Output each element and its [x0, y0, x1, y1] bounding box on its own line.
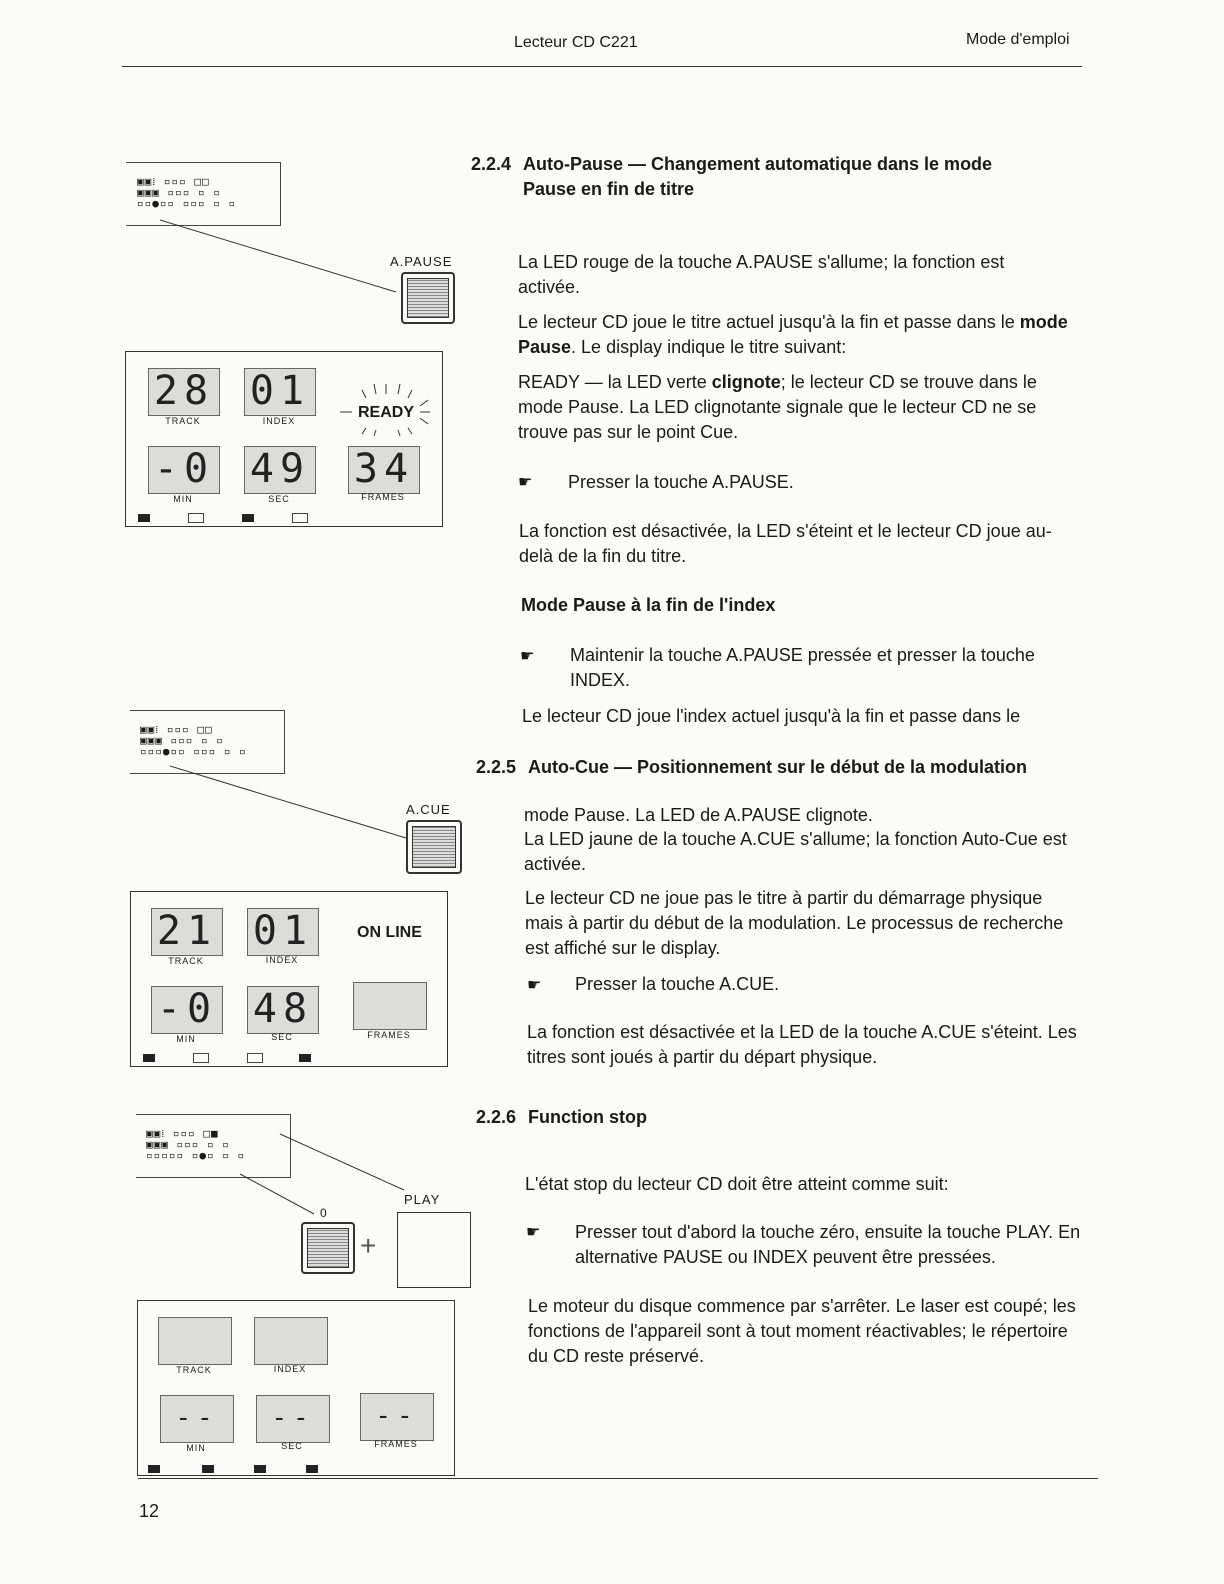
instruction: Presser la touche A.CUE. — [575, 974, 780, 994]
led-indicator — [306, 1465, 318, 1473]
index-display: 01 — [247, 908, 319, 956]
callout-line — [170, 764, 410, 844]
frames-display: -- — [360, 1393, 434, 1441]
frames-caption: FRAMES — [367, 1030, 411, 1040]
paragraph: Le lecteur CD joue l'index actuel jusqu'à la fin et passe dans le — [522, 706, 1021, 726]
paragraph: mode Pause. La LED de A.PAUSE clignote. — [524, 805, 873, 825]
led-indicator — [148, 1465, 160, 1473]
section-heading-2-2-6 — [476, 1105, 1076, 1130]
text-run: ; le lecteur CD se trouve dans le mode Pause. La LED clignotante signale que le lecteur CD ne se trouve pas sur le point Cue. — [518, 372, 1037, 442]
a-cue-key[interactable] — [406, 820, 462, 874]
track-caption: TRACK — [176, 1365, 212, 1375]
min-display: -0 — [148, 446, 220, 494]
display-panel — [125, 351, 443, 527]
paragraph — [518, 370, 1074, 445]
track-display: 21 — [151, 908, 223, 956]
frames-caption: FRAMES — [374, 1439, 418, 1449]
paragraph: Le moteur du disque commence par s'arrêter. Le laser est coupé; les fonctions de l'appareil sont à tout moment réactivables; le répertoire du CD reste préservé. — [528, 1296, 1076, 1366]
track-display — [158, 1317, 232, 1365]
zero-key[interactable] — [301, 1222, 355, 1274]
text-bold: mode Pause — [518, 312, 1068, 357]
instruction: Presser la touche A.PAUSE. — [568, 472, 794, 492]
paragraph: La LED jaune de la touche A.CUE s'allume; la fonction Auto-Cue est activée. — [524, 829, 1067, 874]
ready-status: READY — [358, 404, 415, 421]
device-buttons: ▣▣⁞ ▫▫▫ □□ ▣▣▣ ▫▫▫ ▫ ▫ ▫▫●▫▫ ▫▫▫ ▫ ▫ — [137, 175, 237, 210]
pointing-hand-icon: ☛ — [526, 1224, 541, 1241]
min-caption: MIN — [186, 1443, 206, 1453]
led-indicator — [242, 514, 254, 522]
paragraph: La fonction est désactivée et la LED de la touche A.CUE s'éteint. Les titres sont joués à partir du départ physique. — [527, 1022, 1077, 1067]
section-number: 2.2.5 — [476, 757, 517, 777]
key-label-zero: 0 — [320, 1206, 328, 1220]
led-indicator — [188, 513, 204, 523]
header-title: Lecteur CD C221 — [514, 34, 638, 51]
led-indicator — [138, 514, 150, 522]
header-rule — [122, 66, 1082, 67]
led-indicator — [247, 1053, 263, 1063]
sec-display: -- — [256, 1395, 330, 1443]
frames-caption: FRAMES — [361, 492, 405, 502]
subheading: Mode Pause à la fin de l'index — [521, 595, 776, 615]
paragraph: La fonction est désactivée, la LED s'éteint et le lecteur CD joue au-delà de la fin du titre. — [519, 521, 1052, 566]
section-heading-2-2-4 — [471, 152, 1071, 202]
index-caption: INDEX — [273, 1364, 307, 1374]
sec-caption: SEC — [268, 494, 290, 504]
index-caption: INDEX — [262, 416, 296, 426]
track-caption: TRACK — [165, 416, 201, 426]
instruction: Presser tout d'abord la touche zéro, ensuite la touche PLAY. En alternative PAUSE ou INDEX peuvent être pressées. — [575, 1222, 1081, 1267]
footer-rule — [138, 1478, 1098, 1479]
min-caption: MIN — [176, 1034, 196, 1044]
sec-caption: SEC — [281, 1441, 303, 1451]
led-indicator — [143, 1054, 155, 1062]
min-display: -- — [160, 1395, 234, 1443]
device-buttons: ▣▣⁞ ▫▫▫ □□ ▣▣▣ ▫▫▫ ▫ ▫ ▫▫▫●▫▫ ▫▫▫ ▫ ▫ — [140, 723, 247, 758]
header-section: Mode d'emploi — [966, 31, 1070, 48]
track-caption: TRACK — [168, 956, 204, 966]
frames-display — [353, 982, 427, 1030]
key-label-play: PLAY — [404, 1192, 441, 1207]
track-display: 28 — [148, 368, 220, 416]
index-caption: INDEX — [265, 955, 299, 965]
blink-rays-icon — [336, 372, 436, 438]
paragraph: L'état stop du lecteur CD doit être atteint comme suit: — [525, 1174, 949, 1194]
section-number: 2.2.4 — [471, 154, 512, 174]
frames-display: 34 — [348, 446, 420, 494]
paragraph — [518, 310, 1068, 360]
section-number: 2.2.6 — [476, 1107, 517, 1127]
led-indicator — [299, 1054, 311, 1062]
sec-display: 48 — [247, 986, 319, 1034]
led-indicator — [202, 1465, 214, 1473]
display-panel — [130, 891, 448, 1067]
text-bold: clignote — [711, 372, 781, 392]
paragraph: La LED rouge de la touche A.PAUSE s'allume; la fonction est activée. — [518, 252, 1005, 297]
sec-caption: SEC — [271, 1032, 293, 1042]
play-key[interactable] — [397, 1212, 471, 1288]
index-display: 01 — [244, 368, 316, 416]
paragraph: Le lecteur CD ne joue pas le titre à partir du démarrage physique mais à partir du début de la modulation. Le processus de recherche est affiché sur le display. — [525, 888, 1064, 958]
text-run: Le lecteur CD joue le titre actuel jusqu'à la fin et passe dans le — [518, 312, 1020, 332]
plus-sign: + — [360, 1230, 377, 1261]
pointing-hand-icon: ☛ — [518, 474, 533, 491]
callout-line — [160, 218, 400, 298]
led-indicator — [193, 1053, 209, 1063]
led-indicator — [254, 1465, 266, 1473]
section-heading-2-2-5 — [476, 755, 1076, 780]
sec-display: 49 — [244, 446, 316, 494]
key-label-a-pause: A.PAUSE — [390, 254, 453, 269]
page-number: 12 — [139, 1501, 160, 1521]
section-title: Auto-Pause — Changement automatique dans le mode — [523, 154, 993, 174]
instruction: Maintenir la touche A.PAUSE pressée et presser la touche INDEX. — [570, 645, 1035, 690]
on-line-status: ON LINE — [357, 924, 422, 941]
pointing-hand-icon: ☛ — [520, 648, 535, 665]
min-display: -0 — [151, 986, 223, 1034]
a-pause-key[interactable] — [401, 272, 455, 324]
display-panel — [137, 1300, 455, 1476]
led-indicator — [292, 513, 308, 523]
pointing-hand-icon: ☛ — [527, 977, 542, 994]
min-caption: MIN — [173, 494, 193, 504]
device-buttons: ▣▣⁞ ▫▫▫ □■ ▣▣▣ ▫▫▫ ▫ ▫ ▫▫▫▫▫ ▫●▫ ▫ ▫ — [146, 1127, 246, 1162]
section-title: Auto-Cue — Positionnement sur le début de la modulation — [528, 757, 1028, 777]
key-label-a-cue: A.CUE — [406, 802, 451, 817]
section-title: Function stop — [528, 1107, 647, 1127]
index-display — [254, 1317, 328, 1365]
text-run: . Le display indique le titre suivant: — [571, 337, 847, 357]
text-run: READY — la LED verte — [518, 372, 712, 392]
section-title-cont: Pause en fin de titre — [523, 179, 695, 199]
